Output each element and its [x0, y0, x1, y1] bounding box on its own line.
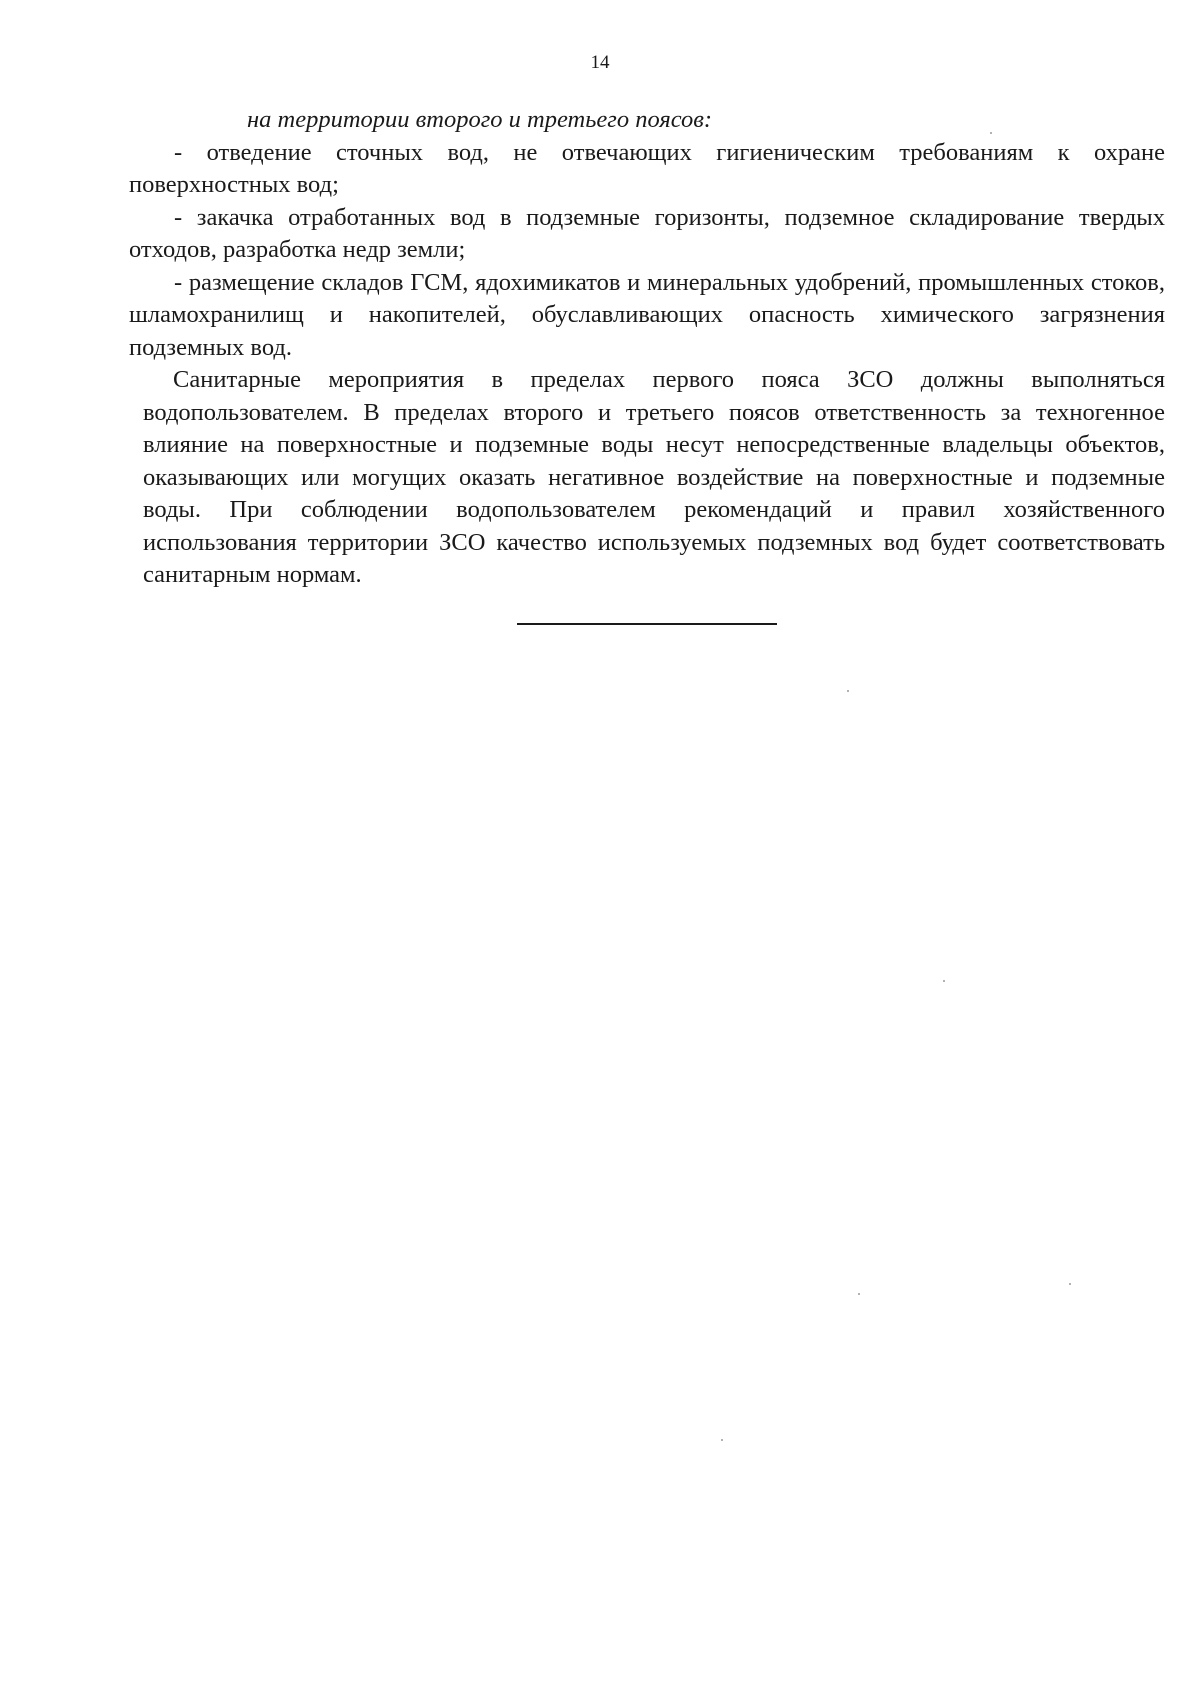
section-subheading: на территории второго и третьего поясов: [247, 106, 713, 133]
scan-speck [847, 690, 849, 692]
list-item: - отведение сточных вод, не отвечающих гигиеническим требованиям к охране поверхностных вод; [129, 138, 1165, 198]
scan-speck [858, 1293, 860, 1295]
list-item: - размещение складов ГСМ, ядохимикатов и минеральных удобрений, промышленных стоков, шламохранилищ и накопителей, обуславливающих опасность химического загрязнения подземных вод. [129, 268, 1165, 361]
scan-speck [943, 980, 945, 982]
end-of-text-rule [517, 623, 777, 625]
scan-speck [990, 132, 992, 134]
closing-paragraph: Санитарные мероприятия в пределах первого пояса ЗСО должны выполняться водопользователем. В пределах второго и третьего поясов ответственность за техногенное влияние на поверхностные и подземные воды несут непосредственные владельцы объектов, оказывающих или могущих оказать негативное воздействие на поверхностные и подземные воды. При соблюдении водопользователем рекомендаций и правил хозяйственного использования территории ЗСО качество используемых подземных вод будет соответствовать санитарным нормам. [143, 366, 1165, 588]
responsibility-section [143, 364, 1165, 592]
scan-speck [721, 1439, 723, 1441]
page-number: 14 [590, 52, 610, 73]
list-item: - закачка отработанных вод в подземные горизонты, подземное складирование твердых отходов, разработка недр земли; [129, 203, 1165, 263]
scan-speck [1069, 1283, 1071, 1285]
restrictions-section [129, 104, 1165, 364]
